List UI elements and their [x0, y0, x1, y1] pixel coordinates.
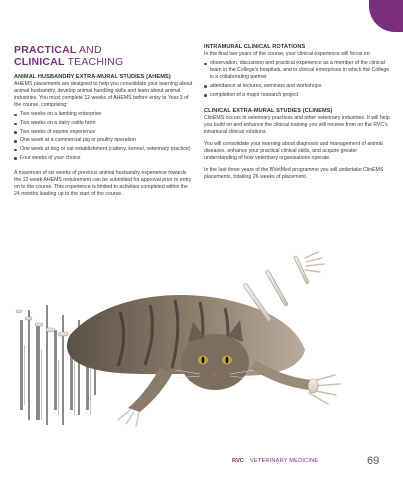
- clinems-paragraph: You will consolidate your learning about diagnosis and management of animal diseases, enhance your practical clinical skills, and acquire greater understanding of how veterinary organisations operate.: [204, 141, 383, 162]
- ahems-list: [14, 111, 194, 162]
- intramural-list: [204, 60, 390, 99]
- ahems-heading: ANIMAL HUSBANDRY EXTRA-MURAL STUDIES (AHEMS): [14, 74, 171, 80]
- title-clinical: CLINICAL: [14, 56, 65, 68]
- intramural-heading: INTRAMURAL CLINICAL ROTATIONS: [204, 44, 306, 50]
- intramural-item: attendance at lectures, seminars and workshops: [204, 83, 390, 90]
- intramural-intro: In the final two years of the course, your clinical experience will focus on:: [204, 51, 371, 57]
- ahems-note: A maximum of six weeks of previous animal husbandry experience towards the 12-week AHEMS requirement can be submitted for approval prior to entry on to the course. This experience is limited to activities completed within the 24 months leading up to the start of the course.: [14, 169, 192, 198]
- ahems-item: One week at a commercial pig or poultry operation: [14, 137, 194, 144]
- cat-skeleton-illustration: [0, 250, 403, 430]
- clinems-paragraph: In the last three years of the BVetMed programme you will undertake ClinEMS placements, totalling 26 weeks of placement.: [204, 167, 384, 181]
- ahems-item: Two weeks on a lambing enterprise: [14, 111, 194, 118]
- title-and: AND: [76, 44, 102, 56]
- ahems-intro: AHEMS placements are designed to help you consolidate your learning about animal husbandry, develop animal handling skills and learn about animal industries. You must complete 12 weeks of AHEMS before entry to Year 3 of the course, comprising:: [14, 81, 193, 109]
- title-practical: PRACTICAL: [14, 44, 77, 56]
- page-footer: [0, 456, 403, 470]
- clinems-paragraph: ClinEMS occurs in veterinary practices and other veterinary industries. It will help you build on and enhance the clinical training you will receive from on the RVC's intramural clinical rotations.: [204, 114, 390, 135]
- ahems-item: One week at dog or cat establishment (cattery, kennel, veterinary practice): [14, 146, 194, 153]
- title-teaching: TEACHING: [64, 56, 124, 68]
- clinems-heading: CLINICAL EXTRA-MURAL STUDIES (CLINEMS): [204, 107, 333, 114]
- corner-tab: [369, 0, 403, 32]
- ahems-item: Four weeks of your choice: [14, 155, 194, 162]
- footer-brand: RVC: [232, 458, 244, 464]
- ahems-item: Two weeks of equine experience: [14, 129, 194, 136]
- intramural-item: completion of a major research project: [204, 92, 390, 99]
- ahems-item: Two weeks on a dairy cattle farm: [14, 120, 194, 127]
- page-title: [14, 44, 194, 68]
- left-column: [14, 44, 194, 198]
- right-column: [204, 44, 390, 182]
- footer-section: VETERINARY MEDICINE: [250, 458, 319, 464]
- page-number: 69: [367, 455, 380, 467]
- intramural-item: observation, discussion and practical experience as a member of the clinical team in the College's hospitals, and in clinical enterprises in which the College is a collaborating partner: [204, 60, 390, 81]
